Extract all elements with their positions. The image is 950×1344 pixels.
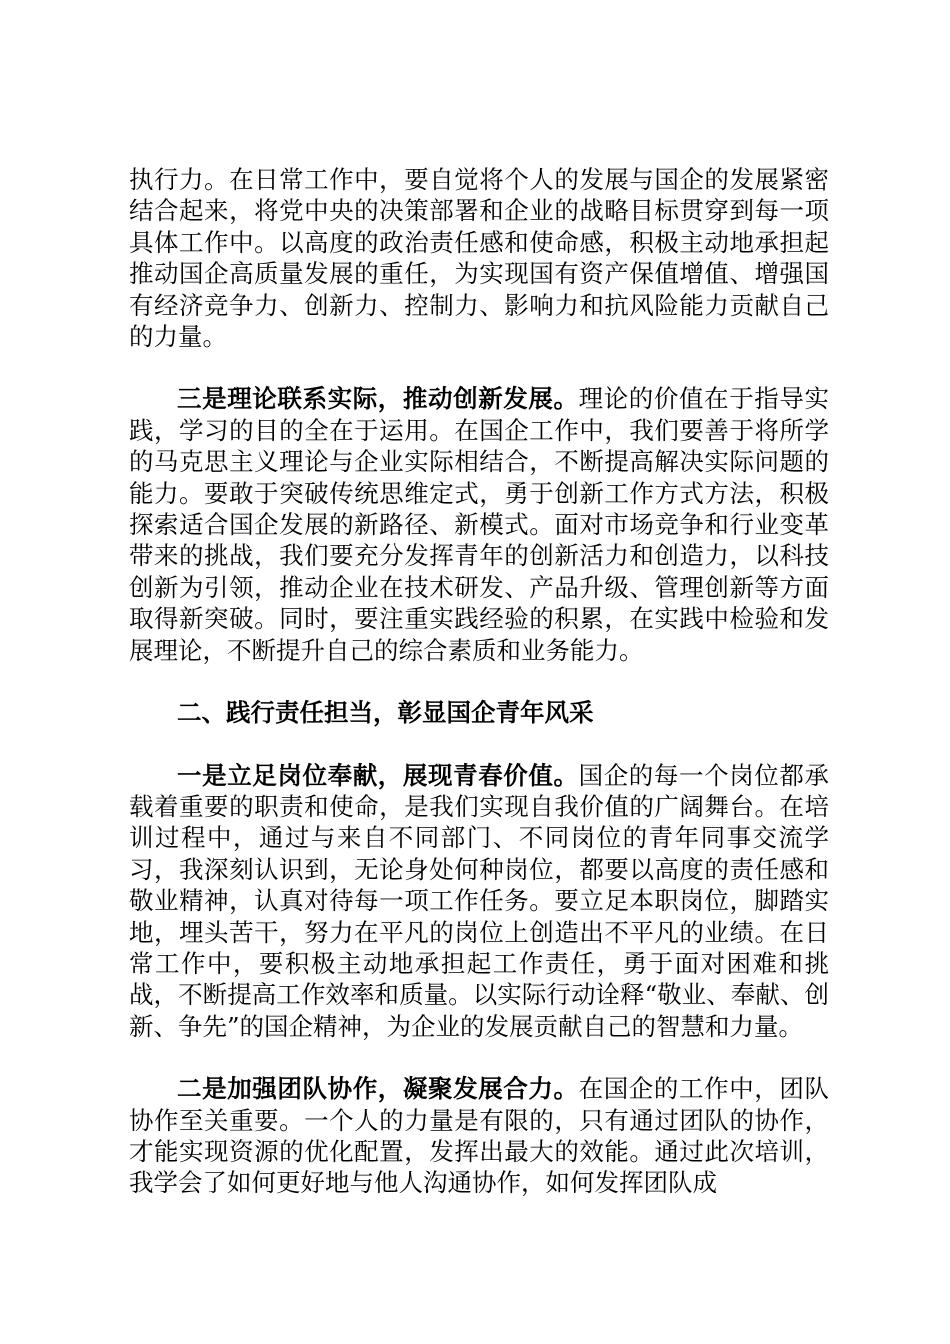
paragraph-post-dedication <box>129 760 829 1043</box>
paragraph-continuation: 执行力。在日常工作中，要自觉将个人的发展与国企的发展紧密结合起来，将党中央的决策部署和企业的战略目标贯穿到每一项具体工作中。以高度的政治责任感和使命感，积极主动地承担起推动国企高质量发展的重任，为实现国有资产保值增值、增强国有经济竞争力、创新力、控制力、影响力和抗风险能力贡献自己的力量。 <box>129 165 829 352</box>
section-heading: 二、践行责任担当，彰显国企青年风采 <box>177 698 594 728</box>
paragraph-lead: 二是加强团队协作，凝聚发展合力。 <box>177 1074 579 1104</box>
paragraph-team-collaboration <box>129 1073 829 1199</box>
paragraph-body: 理论的价值在于指导实践，学习的目的全在于运用。在国企工作中，我们要善于将所学的马克思主义理论与企业实际相结合，不断提高解决实际问题的能力。要敢于突破传统思维定式，勇于创新工作方式方法，积极探索适合国企发展的新路径、新模式。面对市场竞争和行业变革带来的挑战，我们要充分发挥青年的创新活力和创造力，以科技创新为引领，推动企业在技术研发、产品升级、管理创新等方面取得新突破。同时，要注重实践经验的积累，在实践中检验和发展理论，不断提升自己的综合素质和业务能力。 <box>129 384 830 665</box>
document-page <box>129 164 829 1230</box>
paragraph-theory-practice <box>129 383 829 666</box>
paragraph-lead: 一是立足岗位奉献，展现青春价值。 <box>177 760 579 790</box>
paragraph-body: 国企的每一个岗位都承载着重要的职责和使命，是我们实现自我价值的广阔舞台。在培训过程中，通过与来自不同部门、不同岗位的青年同事交流学习，我深刻认识到，无论身处何种岗位，都要以高度的责任感和敬业精神，认真对待每一项工作任务。要立足本职岗位，脚踏实地，埋头苦干，努力在平凡的岗位上创造出不平凡的业绩。在日常工作中，要积极主动地承担起工作责任，勇于面对困难和挑战，不断提高工作效率和质量。以实际行动诠释“敬业、奉献、创新、争先”的国企精神，为企业的发展贡献自己的智慧和力量。 <box>129 760 830 1041</box>
paragraph-lead: 三是理论联系实际，推动创新发展。 <box>177 384 579 414</box>
paragraph-body: 在国企的工作中，团队协作至关重要。一个人的力量是有限的，只有通过团队的协作，才能实现资源的优化配置，发挥出最大的效能。通过此次培训，我学会了如何更好地与他人沟通协作，如何发挥团队成 <box>129 1074 830 1198</box>
